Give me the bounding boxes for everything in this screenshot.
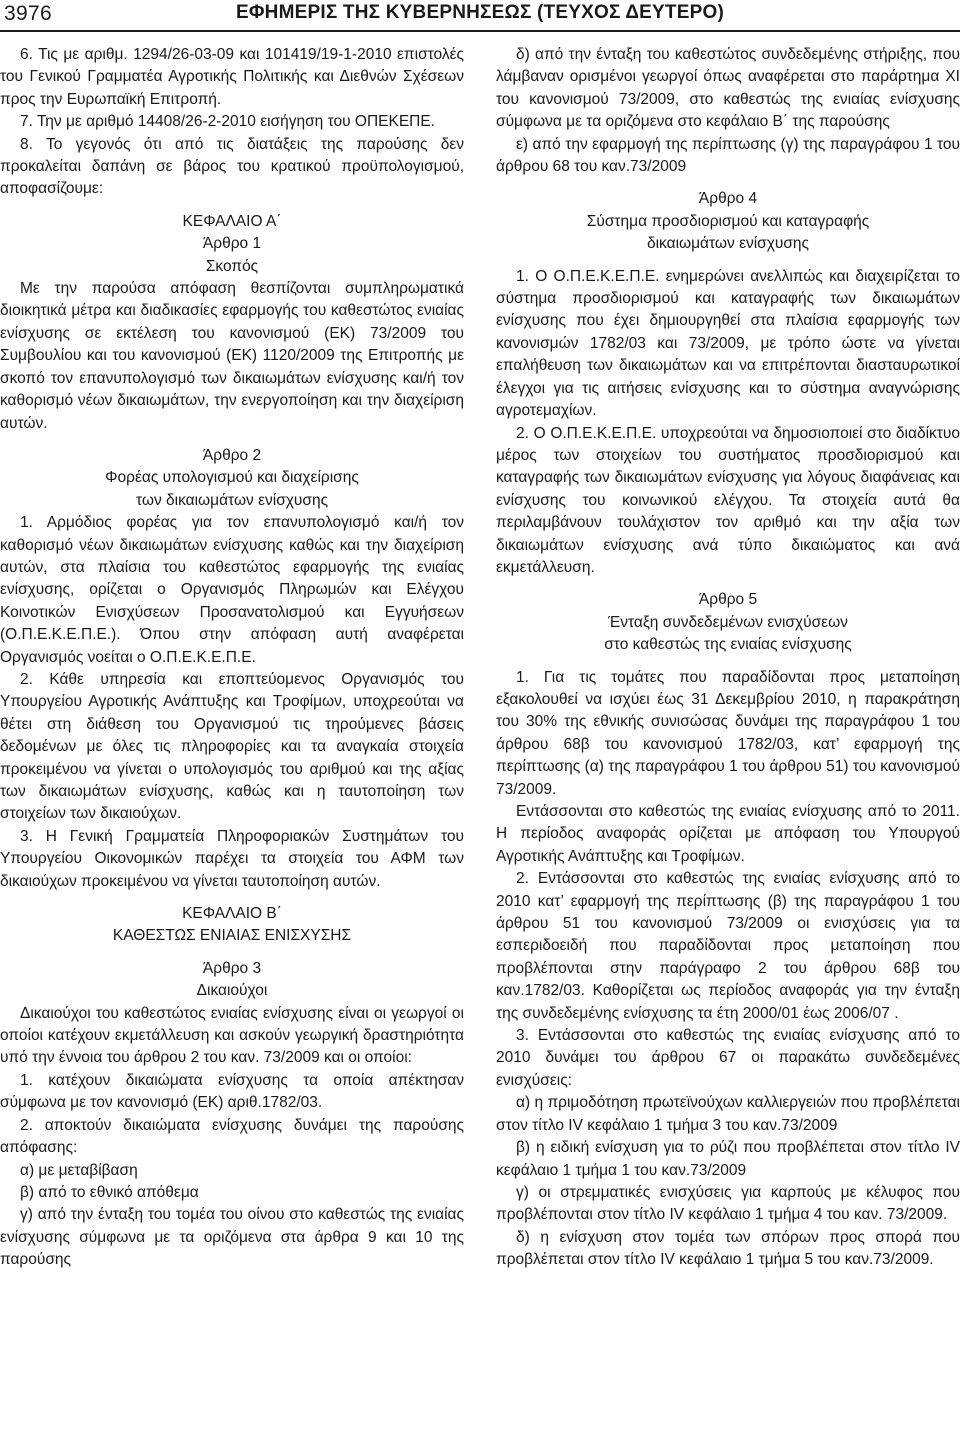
article-3-item-2d: δ) από την ένταξη του καθεστώτος συνδεδεμένης στήριξης, που λάμβαναν ορισμένοι γεωργοί όπως αναφέρεται στο παράρτημα XI του κανονισμού 73/2009, στο καθεστώς της ενιαίας ενίσχυσης σύμφωνα με τα οριζόμενα στο κεφάλαιο Β΄ της παρούσης (496, 46, 960, 131)
article-2-title: Άρθρο 2 (202, 446, 262, 464)
article-4-subtitle-line1: Σύστημα προσδιορισμού και καταγραφής (586, 212, 870, 230)
left-column (0, 44, 464, 1272)
article-3-item-1: 1. κατέχουν δικαιώματα ενίσχυσης τα οποία απέκτησαν σύμφωνα με τον κανονισμό (ΕΚ) αριθ.1782/03. (0, 1071, 464, 1112)
article-3-item-2b: β) από το εθνικό απόθεμα (20, 1183, 199, 1201)
article-3-item-2: 2. αποκτούν δικαιώματα ενίσχυσης δυνάμει της παρούσης απόφασης: (0, 1116, 464, 1157)
article-4-title: Άρθρο 4 (698, 190, 758, 208)
article-5-item-b: β) η ειδική ενίσχυση για το ρύζι που προβλέπεται στον τίτλο IV κεφάλαιο 1 τμήμα 1 του καν.73/2009 (496, 1139, 960, 1179)
chapter-b-title: ΚΑΘΕΣΤΩΣ ΕΝΙΑΙΑΣ ΕΝΙΣΧΥΣΗΣ (112, 927, 352, 945)
article-5-subtitle-line2: στο καθεστώς της ενιαίας ενίσχυσης (604, 636, 852, 654)
article-5-paragraph-1b: Εντάσσονται στο καθεστώς της ενιαίας ενίσχυσης από το 2011. Η περίοδος αναφοράς ορίζεται με απόφαση του Υπουργού Αγροτικής Ανάπτυξης και Τροφίμων. (496, 803, 960, 865)
article-5-item-c: γ) οι στρεμματικές ενισχύσεις για καρπούς με κέλυφος που προβλέπονται στον τίτλο IV κεφάλαιο 1 τμήμα 4 του καν. 73/2009. (496, 1183, 960, 1224)
article-2-subtitle-line2: των δικαιωμάτων ενίσχυσης (135, 491, 329, 509)
article-3-item-2e: ε) από την εφαρμογή της περίπτωσης (γ) της παραγράφου 1 του άρθρου 68 του καν.73/2009 (496, 135, 960, 176)
recital-6: 6. Τις με αριθμ. 1294/26-03-09 και 101419/19-1-2010 επιστολές του Γενικού Γραμματέα Αγροτικής Πολιτικής και Διεθνών Σχέσεων προς την Ευρωπαϊκή Επιτροπή. (0, 46, 464, 108)
article-1-subtitle: Σκοπός (205, 257, 259, 275)
recital-7: 7. Την με αριθμό 14408/26-2-2010 εισήγηση του ΟΠΕΚΕΠΕ. (20, 113, 436, 131)
article-5-paragraph-3: 3. Εντάσσονται στο καθεστώς της ενιαίας ενίσχυσης από το 2010 δυνάμει του άρθρου 67 οι παρακάτω συνδεδεμένες ενισχύσεις: (496, 1027, 960, 1089)
article-2-subtitle-line1: Φορέας υπολογισμού και διαχείρισης (105, 469, 359, 487)
article-4-subtitle-line2: δικαιωμάτων ενίσχυσης (646, 235, 810, 253)
article-3-item-2a: α) με μεταβίβαση (20, 1161, 138, 1179)
chapter-b-heading: ΚΕΦΑΛΑΙΟ Β΄ (182, 905, 282, 923)
chapter-a-heading: ΚΕΦΑΛΑΙΟ Α΄ (182, 212, 282, 230)
article-5-paragraph-1: 1. Για τις τομάτες που παραδίδονται προς μεταποίηση εξακολουθεί να ισχύει έως 31 Δεκεμβρίου 2010, η παρακράτηση του 30% της εθνικής συνισώσας δυνάμει της παραγράφου 1 του άρθρου 68β του κανονισμού 1782/03, κατ’ εφαρμογή της περίπτωσης (α) της παραγράφου 1 του άρθρου 51) του κανονισμού 73/2009. (496, 668, 960, 798)
article-4-paragraph-1: 1. Ο Ο.Π.Ε.Κ.Ε.Π.Ε. ενημερώνει ανελλιπώς και διαχειρίζεται το σύστημα προσδιορισμού και καταγραφής των δικαιωμάτων ενίσχυσης που έχει δημιουργηθεί στα πλαίσια εφαρμογής των κανονισμών 1782/03 και 73/2009, με τρόπο ώστε να γίνεται επαλήθευση των δικαιωμάτων και να επιτρέπονται διασταυρωτικοί έλεγχοι για τις αιτήσεις ενίσχυσης και το σύστημα αναγνώρισης αγροτεμαχίων. (496, 267, 960, 420)
article-5-title: Άρθρο 5 (698, 591, 758, 609)
article-1-title: Άρθρο 1 (202, 235, 262, 253)
article-4-paragraph-2: 2. Ο Ο.Π.Ε.Κ.Ε.Π.Ε. υποχρεούται να δημοσιοποιεί στο διαδίκτυο μέρος των στοιχείων του συστήματος προσδιορισμού και καταγραφής των δικαιωμάτων ενίσχυσης για λόγους διαφάνειας και ενίσχυσης του κοινωνικού ελέγχου. Τα στοιχεία αυτά θα περιλαμβάνουν τουλάχιστον τον αριθμό και την αξία των δικαιωμάτων ενίσχυσης ανά τύπο δικαιώματος και ανά εκμετάλλευση. (496, 424, 960, 576)
right-column (496, 44, 960, 1272)
article-3-title: Άρθρο 3 (202, 959, 262, 977)
article-3-item-2c: γ) από την ένταξη του τομέα του οίνου στο καθεστώς της ενιαίας ενίσχυσης σύμφωνα με τα οριζόμενα στα άρθρα 9 και 10 της παρούσης (0, 1206, 464, 1269)
article-5-subtitle-line1: Ένταξη συνδεδεμένων ενισχύσεων (608, 613, 848, 631)
article-2-paragraph-3: 3. Η Γενική Γραμματεία Πληροφοριακών Συστημάτων του Υπουργείου Οικονομικών παρέχει τα στοιχεία του ΑΦΜ των δικαιούχων προκειμένου να γίνεται ταυτοποίηση αυτών. (0, 827, 464, 890)
article-3-intro: Δικαιούχοι του καθεστώτος ενιαίας ενίσχυσης είναι οι γεωργοί οι οποίοι κατέχουν εκμετάλλευση και ασκούν γεωργική δραστηριότητα υπό την έννοια του άρθρου 2 του καν. 73/2009 και οι οποίοι: (0, 1004, 464, 1067)
running-title: ΕΦΗΜΕΡΙΣ ΤΗΣ ΚΥΒΕΡΝΗΣΕΩΣ (ΤΕΥΧΟΣ ΔΕΥΤΕΡΟ) (236, 2, 724, 23)
article-3-subtitle: Δικαιούχοι (196, 982, 268, 1000)
article-5-paragraph-2: 2. Εντάσσονται στο καθεστώς της ενιαίας ενίσχυσης από το 2010 κατ’ εφαρμογή της περίπτωσης (β) της παραγράφου 1 του άρθρου 51 του κανονισμού 73/2009 οι ενισχύσεις για τα εσπεριδοειδή που παραδίδονται προς μεταποίηση που προβλέπονται στην παράγραφο 2 του άρθρου 68β του καν.1782/03. Καθορίζεται ως περίοδος αναφοράς για την ένταξη της συνδεδεμένης ενίσχυσης τα έτη 2000/01 έως 2006/07 . (496, 870, 960, 1022)
page-number: 3976 (4, 2, 52, 25)
article-2-paragraph-1: 1. Αρμόδιος φορέας για τον επανυπολογισμό και/ή τον καθορισμό νέων δικαιωμάτων ενίσχυσης καθώς και την διαχείριση αυτών, στα πλαίσια του καθεστώτος εφαρμογής της ενιαίας ενίσχυσης, ορίζεται ο Οργανισμός Πληρωμών και Ελέγχου Κοινοτικών Ενισχύσεων Προσανατολισμού και Εγγυήσεων (Ο.Π.Ε.Κ.Ε.Π.Ε.). Όπου στην απόφαση αυτή αναφέρεται Οργανισμός νοείται ο Ο.Π.Ε.Κ.Ε.Π.Ε. (0, 514, 464, 666)
page-header (0, 0, 960, 32)
article-5-item-d: δ) η ενίσχυση στον τομέα των σπόρων προς σπορά που προβλέπεται στον τίτλο IV κεφάλαιο 1 τμήμα 5 του καν.73/2009. (496, 1228, 960, 1269)
article-2-paragraph-2: 2. Κάθε υπηρεσία και εποπτεύομενος Οργανισμός του Υπουργείου Αγροτικής Ανάπτυξης και Τροφίμων, υποχρεούται να θέτει στη διάθεση του Οργανισμού τις τηρούμενες βάσεις δεδομένων με όλες τις πληροφορίες και τα αναγκαία στοιχεία προκειμένου να γίνεται ο υπολογισμός του αριθμού και της αξίας των δικαιωμάτων ενίσχυσης, καθώς και η ταυτοποίηση των στοιχείων των δικαιούχων. (0, 670, 464, 823)
article-1-body: Με την παρούσα απόφαση θεσπίζονται συμπληρωματικά διοικητικά μέτρα και διαδικασίες εφαρμογής του καθεστώτος ενιαίας ενίσχυσης σε εκτέλεση του κανονισμού (ΕΚ) 73/2009 του Συμβουλίου και του κανονισμού (ΕΚ) 1120/2009 της Επιτροπής με σκοπό τον επανυπολογισμό των δικαιωμάτων ενίσχυσης και/ή τον καθορισμό νέων δικαιωμάτων, την ενεργοποίηση και την διαχείριση αυτών. (0, 280, 464, 432)
article-5-item-a: α) η πριμοδότηση πρωτεϊνούχων καλλιεργειών που προβλέπεται στον τίτλο IV κεφάλαιο 1 τμήμα 3 του καν.73/2009 (496, 1094, 960, 1134)
recital-8: 8. Το γεγονός ότι από τις διατάξεις της παρούσης δεν προκαλείται δαπάνη σε βάρος του κρατικού προϋπολογισμού, αποφασίζουμε: (0, 135, 464, 198)
